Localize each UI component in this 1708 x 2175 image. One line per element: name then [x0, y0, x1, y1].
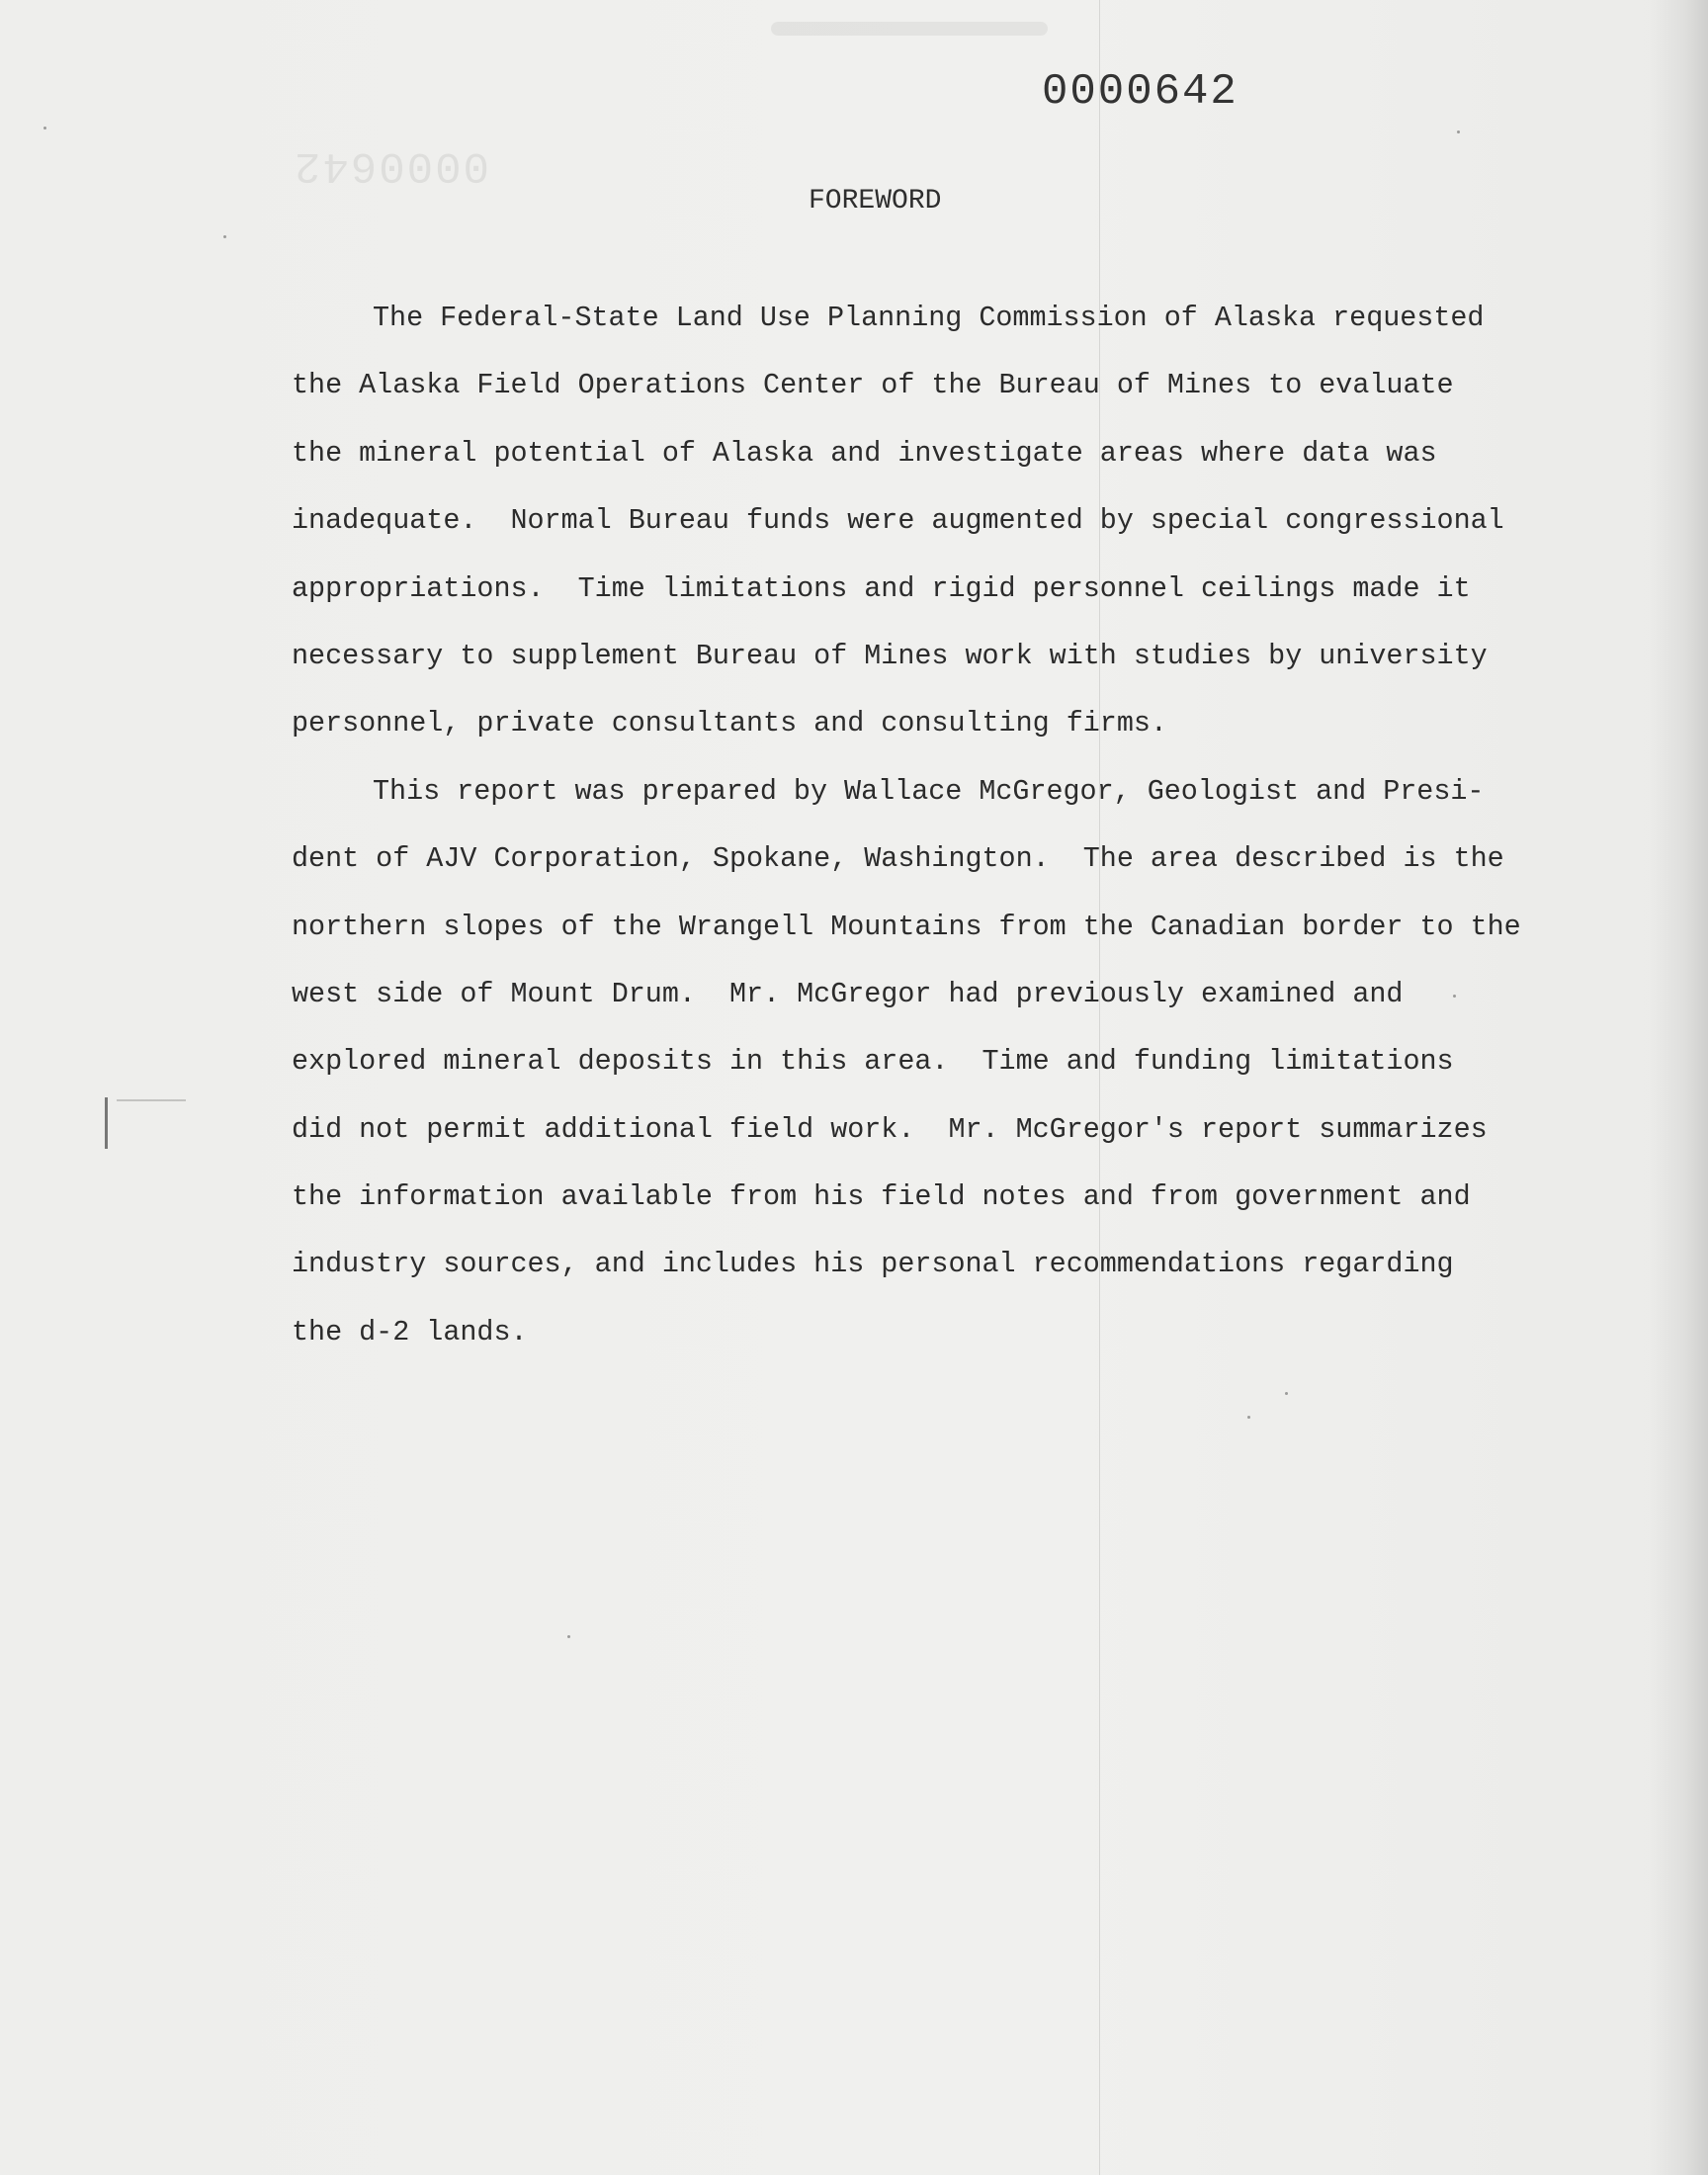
page-title: FOREWORD [809, 186, 942, 217]
text-line: personnel, private consultants and consulting firms. [292, 707, 1167, 740]
paragraph-1 [292, 285, 1537, 758]
text-line: the Alaska Field Operations Center of the Bureau of Mines to evaluate [292, 369, 1454, 402]
body-text [292, 285, 1537, 1366]
document-number: 0000642 [1042, 67, 1238, 117]
text-line: did not permit additional field work. Mr. McGregor's report summarizes [292, 1112, 1488, 1146]
text-line: appropriations. Time limitations and rigid personnel ceilings made it [292, 571, 1471, 605]
scan-speck [223, 235, 226, 238]
text-line: northern slopes of the Wrangell Mountains from the Canadian border to the [292, 910, 1521, 943]
text-line: west side of Mount Drum. Mr. McGregor had previously examined and [292, 977, 1404, 1010]
scan-speck [43, 127, 46, 130]
bleed-through-number: 0000642 [293, 140, 489, 190]
scan-smudge [771, 22, 1048, 36]
text-line: the information available from his field notes and from government and [292, 1180, 1471, 1214]
text-line: the mineral potential of Alaska and investigate areas where data was [292, 436, 1437, 470]
scan-speck [567, 1635, 570, 1638]
page-edge-shadow [1649, 0, 1708, 2175]
scan-speck [1457, 130, 1460, 133]
text-line: This report was prepared by Wallace McGregor, Geologist and Presi- [373, 774, 1485, 808]
scan-speck [1453, 995, 1456, 998]
scan-speck [1285, 1392, 1288, 1395]
paragraph-2 [292, 758, 1537, 1367]
text-line: inadequate. Normal Bureau funds were augmented by special congressional [292, 504, 1504, 538]
text-line: the d-2 lands. [292, 1315, 528, 1348]
text-line: explored mineral deposits in this area. Time and funding limitations [292, 1045, 1454, 1079]
margin-mark [105, 1097, 108, 1149]
text-line: dent of AJV Corporation, Spokane, Washington. The area described is the [292, 842, 1504, 876]
text-line: The Federal-State Land Use Planning Commission of Alaska requested [373, 302, 1485, 334]
scan-speck [1247, 1416, 1250, 1419]
text-line: necessary to supplement Bureau of Mines work with studies by university [292, 639, 1488, 672]
text-line: industry sources, and includes his personal recommendations regarding [292, 1248, 1454, 1281]
margin-dash [117, 1099, 186, 1101]
